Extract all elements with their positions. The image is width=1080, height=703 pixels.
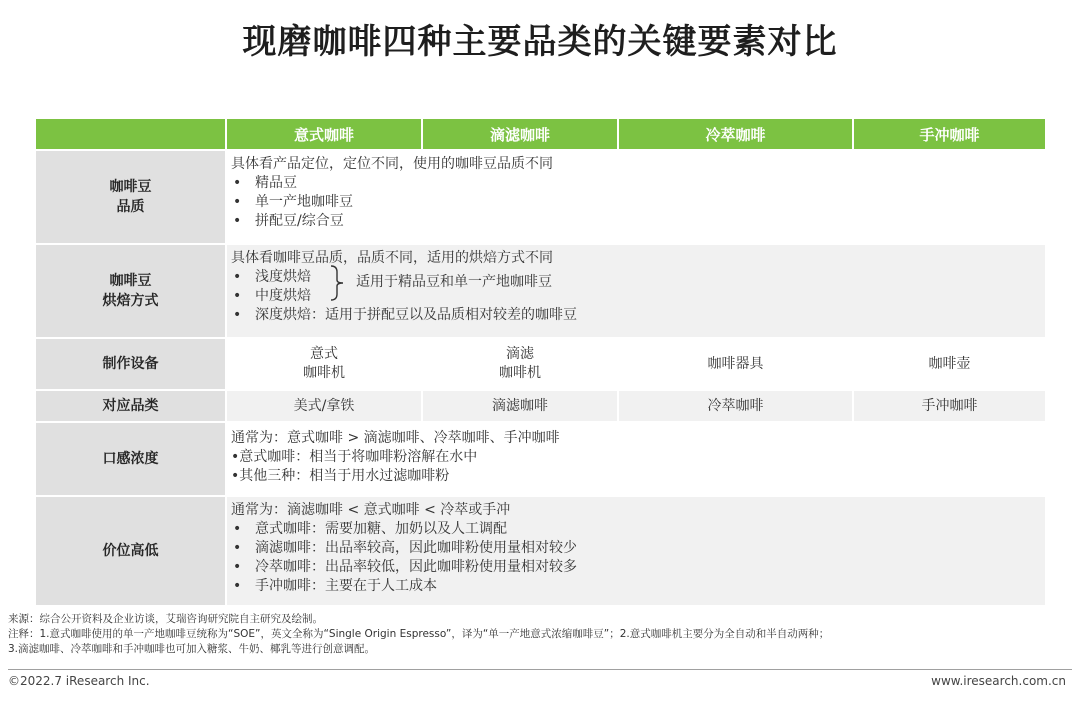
page-title: 现磨咖啡四种主要品类的关键要素对比 <box>242 22 838 62</box>
list-item-text: 滴滤咖啡：出品率较高，因此咖啡粉使用量相对较少 <box>255 540 577 556</box>
header-pour-over: 手冲咖啡 <box>854 119 1045 149</box>
list-item: • 深度烘焙：适用于拼配豆以及品质相对较差的咖啡豆 <box>233 307 577 323</box>
cell-text: 咖啡壶 <box>928 355 971 372</box>
bean-quality-lead: 具体看产品定位，定位不同，使用的咖啡豆品质不同 <box>231 156 553 172</box>
list-item: • 意式咖啡：需要加糖、加奶以及人工调配 <box>233 521 507 537</box>
header-espresso: 意式咖啡 <box>227 119 421 149</box>
equipment-espresso <box>227 339 421 389</box>
list-item: • 浅度烘焙 <box>233 269 311 285</box>
list-item: • 精品豆 <box>233 175 297 191</box>
list-item: • 拼配豆/综合豆 <box>233 213 344 229</box>
list-item-text: 浅度烘焙 <box>255 269 311 285</box>
strength-line: 通常为：意式咖啡 > 滴滤咖啡、冷萃咖啡、手冲咖啡 <box>231 430 560 446</box>
note-line: 注释：1.意式咖啡使用的单一产地咖啡豆统称为“SOE”，英文全称为“Single Origin Espresso”，译为“单一产地意式浓缩咖啡豆”；2.意式咖啡机主要分为全自动和半自动两种； <box>8 628 830 640</box>
list-item: • 中度烘焙 <box>233 288 311 304</box>
comparison-table <box>36 119 1039 605</box>
category-drip: 滴滤咖啡 <box>423 391 617 421</box>
brace-note: 适用于精品豆和单一产地咖啡豆 <box>356 274 552 290</box>
roasting-content <box>227 245 1045 337</box>
row-label-text: 口感浓度 <box>102 451 159 467</box>
list-item-text: 冷萃咖啡：出品率较低，因此咖啡粉使用量相对较多 <box>255 559 577 575</box>
list-item-text: 深度烘焙：适用于拼配豆以及品质相对较差的咖啡豆 <box>255 307 577 323</box>
website-link[interactable]: www.iresearch.com.cn <box>931 674 1066 688</box>
list-item: • 手冲咖啡：主要在于人工成本 <box>233 578 437 594</box>
row-label-roasting <box>36 245 225 337</box>
list-item-text: 手冲咖啡：主要在于人工成本 <box>255 578 437 594</box>
strength-line: •其他三种：相当于用水过滤咖啡粉 <box>231 468 450 484</box>
roasting-lead: 具体看咖啡豆品质，品质不同，适用的烘焙方式不同 <box>231 250 553 266</box>
footer-divider <box>8 669 1072 670</box>
category-espresso: 美式/拿铁 <box>227 391 421 421</box>
row-label-text: 对应品类 <box>102 398 159 414</box>
row-label-strength <box>36 423 225 495</box>
category-pour-over: 手冲咖啡 <box>854 391 1045 421</box>
cell-text: 滴滤 咖啡机 <box>499 346 541 381</box>
bean-quality-content <box>227 151 1045 243</box>
list-item-text: 精品豆 <box>255 175 297 191</box>
list-item-text: 单一产地咖啡豆 <box>255 194 353 210</box>
row-label-text: 咖啡豆 烘焙方式 <box>102 273 159 309</box>
strength-line: •意式咖啡：相当于将咖啡粉溶解在水中 <box>231 449 478 465</box>
cell-text: 意式 咖啡机 <box>303 346 345 381</box>
list-item: • 滴滤咖啡：出品率较高，因此咖啡粉使用量相对较少 <box>233 540 577 556</box>
category-cold-brew: 冷萃咖啡 <box>619 391 852 421</box>
list-item-text: 中度烘焙 <box>255 288 311 304</box>
row-label-equipment <box>36 339 225 389</box>
row-label-text: 制作设备 <box>102 356 159 372</box>
list-item: • 单一产地咖啡豆 <box>233 194 353 210</box>
list-item-text: 拼配豆/综合豆 <box>255 213 344 229</box>
equipment-drip <box>423 339 617 389</box>
header-drip: 滴滤咖啡 <box>423 119 617 149</box>
equipment-pour-over <box>854 339 1045 389</box>
equipment-cold-brew <box>619 339 852 389</box>
note-line: 3.滴滤咖啡、冷萃咖啡和手冲咖啡也可加入糖浆、牛奶、椰乳等进行创意调配。 <box>8 643 376 655</box>
source-line: 来源：综合公开资料及企业访谈，艾瑞咨询研究院自主研究及绘制。 <box>8 613 323 625</box>
cell-text: 咖啡器具 <box>707 355 764 372</box>
row-label-bean-quality <box>36 151 225 243</box>
row-label-text: 价位高低 <box>102 543 159 559</box>
copyright: ©2022.7 iResearch Inc. <box>8 674 150 688</box>
brace-icon <box>330 265 344 301</box>
price-content <box>227 497 1045 605</box>
row-label-text: 咖啡豆 品质 <box>109 179 152 215</box>
source-notes <box>8 612 1074 657</box>
row-label-category <box>36 391 225 421</box>
list-item: • 冷萃咖啡：出品率较低，因此咖啡粉使用量相对较多 <box>233 559 577 575</box>
row-label-price <box>36 497 225 605</box>
list-item-text: 意式咖啡：需要加糖、加奶以及人工调配 <box>255 521 507 537</box>
price-lead: 通常为：滴滤咖啡 < 意式咖啡 < 冷萃或手冲 <box>231 502 511 518</box>
header-corner <box>36 119 225 149</box>
strength-content <box>227 423 1045 495</box>
header-cold-brew: 冷萃咖啡 <box>619 119 852 149</box>
